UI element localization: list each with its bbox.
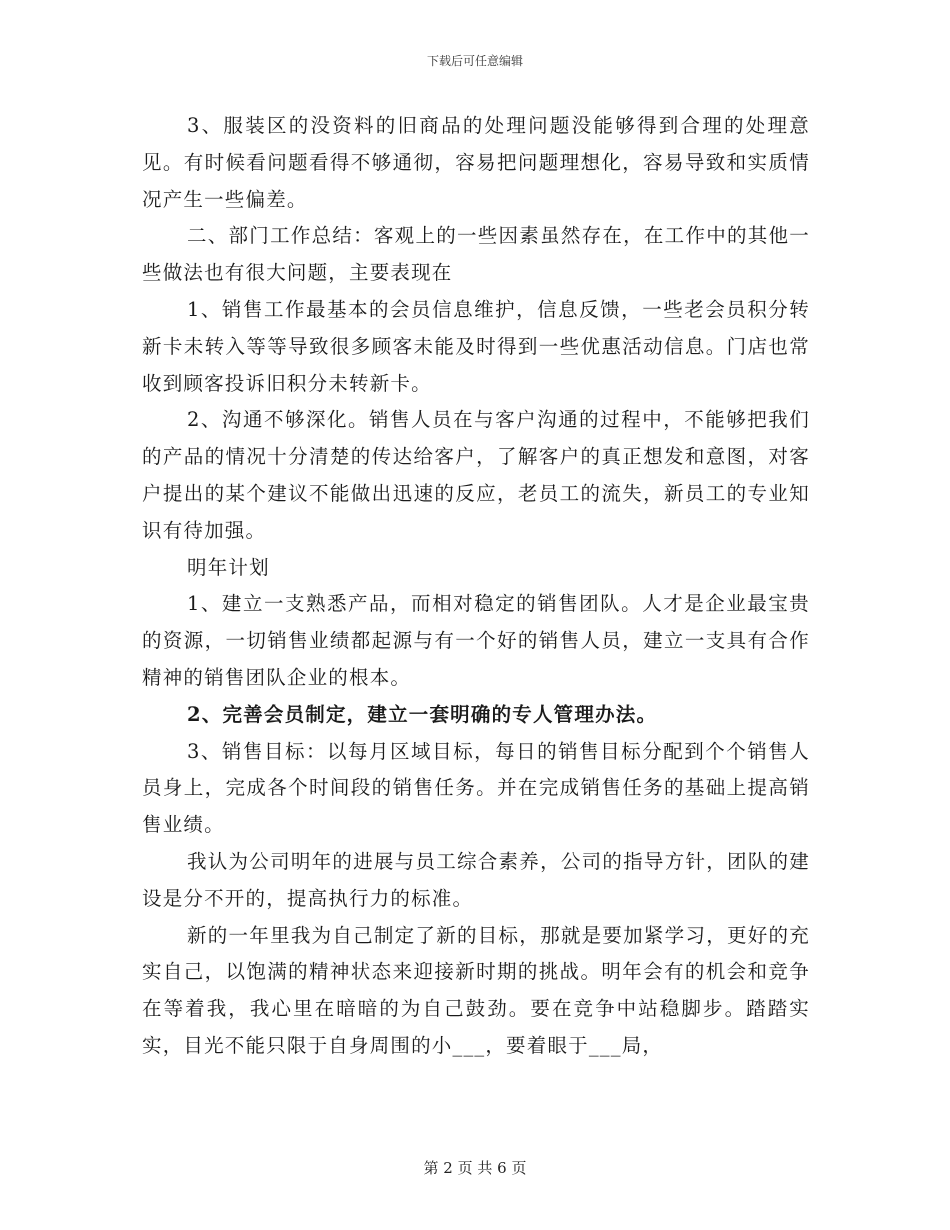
page-header: 下载后可任意编辑 — [426, 54, 523, 68]
paragraph-department-summary: 二、部门工作总结：客观上的一些因素虽然存在，在工作中的其他一些做法也有很大问题，主要表现在 — [142, 224, 810, 285]
page-number: 第 2 页 共 6 页 — [423, 1159, 527, 1177]
section-heading-next-year-plan: 明年计划 — [187, 555, 270, 579]
paragraph-company-development: 我认为公司明年的进展与员工综合素养，公司的指导方针，团队的建设是分不开的，提高执行力的标准。 — [142, 849, 810, 910]
paragraph-sales-target: 3、销售目标：以每月区域目标，每日的销售目标分配到个个销售人员身上，完成各个时间段的销售任务。并在完成销售任务的基础上提高销售业绩。 — [142, 739, 810, 837]
paragraph-member-info: 1、销售工作最基本的会员信息维护，信息反馈，一些老会员积分转新卡未转入等等导致很多顾客未能及时得到一些优惠活动信息。门店也常收到顾客投诉旧积分未转新卡。 — [142, 297, 810, 395]
paragraph-new-year-goals: 新的一年里我为自己制定了新的目标，那就是要加紧学习，更好的充实自己，以饱满的精神状态来迎接新时期的挑战。明年会有的机会和竞争在等着我，我心里在暗暗的为自己鼓劲。要在竞争中站稳脚步。踏踏实实，目光不能只限于自身周围的小___，要着眼于___局， — [142, 923, 810, 1057]
paragraph-communication: 2、沟通不够深化。销售人员在与客户沟通的过程中，不能够把我们的产品的情况十分清楚的传达给客户，了解客户的真正想发和意图，对客户提出的某个建议不能做出迅速的反应，老员工的流失，新员工的专业知识有待加强。 — [142, 408, 810, 542]
document-body — [142, 108, 810, 1065]
paragraph-clothing-issue: 3、服装区的没资料的旧商品的处理问题没能够得到合理的处理意见。有时候看问题看得不够通彻，容易把问题理想化，容易导致和实质情况产生一些偏差。 — [142, 114, 810, 211]
paragraph-sales-team: 1、建立一支熟悉产品，而相对稳定的销售团队。人才是企业最宝贵的资源，一切销售业绩都起源与有一个好的销售人员，建立一支具有合作精神的销售团队企业的根本。 — [142, 592, 810, 689]
paragraph-membership-system: 2、完善会员制定，建立一套明确的专人管理办法。 — [187, 702, 658, 726]
